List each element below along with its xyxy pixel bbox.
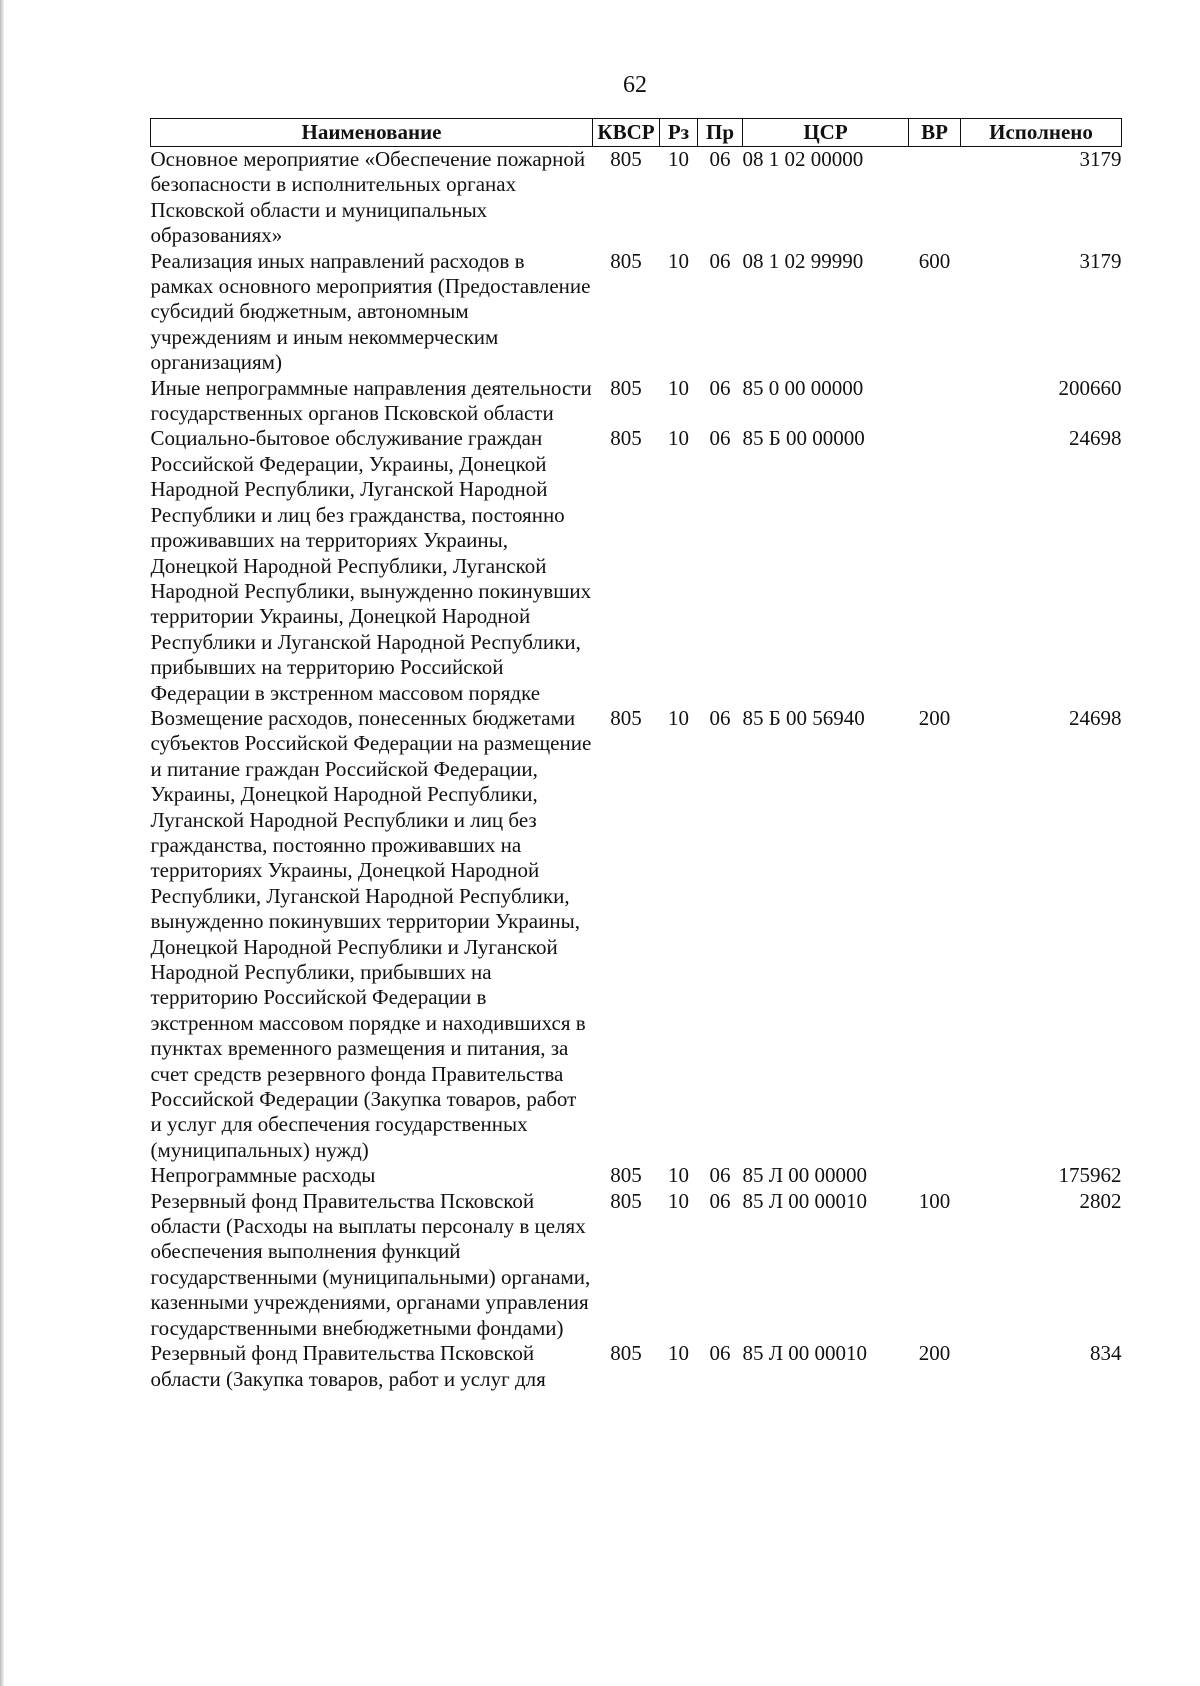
row-csr: 08 1 02 00000 bbox=[742, 147, 864, 171]
row-kvsr: 805 bbox=[610, 705, 642, 730]
table-row bbox=[151, 249, 1122, 376]
row-csr: 85 Л 00 00000 bbox=[742, 1163, 867, 1188]
row-pr: 06 bbox=[709, 147, 731, 171]
header-vr: ВР bbox=[909, 119, 961, 147]
page-number: 62 bbox=[623, 72, 647, 98]
row-name: Резервный фонд Правительства Псковской области (Расходы на выплаты персоналу в целях обеспечения выполнения функций государственными (муниципальными) органами, казенными учреждениями, органами управления государственными внебюджетными фондами) bbox=[150, 1188, 591, 1340]
row-name: Непрограммные расходы bbox=[150, 1163, 376, 1188]
row-rz: 10 bbox=[668, 705, 689, 730]
row-kvsr: 805 bbox=[610, 248, 642, 273]
row-pr: 06 bbox=[709, 1188, 731, 1213]
row-kvsr: 805 bbox=[610, 1188, 642, 1213]
row-rz: 10 bbox=[668, 1341, 689, 1366]
row-pr: 06 bbox=[709, 375, 731, 400]
row-amount: 175962 bbox=[1058, 1163, 1122, 1188]
row-name: Иные непрограммные направления деятельности государственных органов Псковской области bbox=[150, 375, 592, 426]
header-amount: Исполнено bbox=[961, 119, 1122, 147]
row-vr bbox=[909, 147, 961, 249]
row-kvsr: 805 bbox=[610, 375, 642, 400]
row-vr bbox=[909, 376, 961, 427]
table-row bbox=[151, 1163, 1122, 1188]
row-kvsr: 805 bbox=[610, 1163, 642, 1188]
row-rz: 10 bbox=[668, 147, 689, 171]
row-rz: 10 bbox=[668, 426, 689, 451]
header-kvsr: КВСР bbox=[593, 119, 660, 147]
row-pr: 06 bbox=[709, 248, 731, 273]
row-pr: 06 bbox=[709, 1163, 731, 1188]
row-amount: 24698 bbox=[1069, 705, 1122, 730]
row-amount: 3179 bbox=[1079, 248, 1122, 273]
row-csr: 85 Л 00 00010 bbox=[742, 1341, 867, 1366]
row-pr: 06 bbox=[709, 1341, 731, 1366]
row-name: Основное мероприятие «Обеспечение пожарной безопасности в исполнительных органах Псковской области и муниципальных образованиях» bbox=[150, 147, 586, 248]
row-pr: 06 bbox=[709, 705, 731, 730]
header-rz: Рз bbox=[660, 119, 698, 147]
row-name: Резервный фонд Правительства Псковской области (Закупка товаров, работ и услуг для bbox=[150, 1341, 546, 1391]
row-vr: 200 bbox=[918, 705, 951, 730]
table-row bbox=[151, 376, 1122, 427]
budget-table bbox=[150, 118, 1122, 1392]
table-row bbox=[151, 147, 1122, 249]
row-kvsr: 805 bbox=[610, 426, 642, 451]
row-csr: 85 Б 00 56940 bbox=[742, 705, 865, 730]
table-header-row bbox=[151, 119, 1122, 147]
row-vr bbox=[909, 426, 961, 705]
row-amount: 200660 bbox=[1058, 375, 1122, 400]
table-row bbox=[151, 1189, 1122, 1341]
row-amount: 24698 bbox=[1069, 426, 1122, 451]
row-csr: 08 1 02 99990 bbox=[742, 248, 864, 273]
header-name: Наименование bbox=[151, 119, 593, 147]
row-amount: 3179 bbox=[1079, 147, 1122, 171]
row-csr: 85 Б 00 00000 bbox=[742, 426, 865, 451]
row-pr: 06 bbox=[709, 426, 731, 451]
scan-edge bbox=[0, 0, 4, 1686]
row-name: Возмещение расходов, понесенных бюджетами субъектов Российской Федерации на размещение и питание граждан Российской Федерации, Украины, Донецкой Народной Республики, Луганской Народной Республики и лиц без гражданства, постоянно проживавших на территориях Украины, Донецкой Народной Республики, Луганской Народной Республики, вынужденно покинувших территории Украины, Донецкой Народной Республики и Луганской Народной Республики, прибывших на территорию Российской Федерации в экстренном массовом порядке и находившихся в пунктах временного размещения и питания, за счет средств резервного фонда Правительства Российской Федерации (Закупка товаров, работ и услуг для обеспечения государственных (муниципальных) нужд) bbox=[150, 705, 592, 1162]
table-row bbox=[151, 706, 1122, 1163]
row-vr: 100 bbox=[918, 1188, 951, 1213]
row-name: Реализация иных направлений расходов в рамках основного мероприятия (Предоставление субсидий бюджетным, автономным учреждениям и иным некоммерческим организациям) bbox=[150, 248, 591, 375]
row-rz: 10 bbox=[668, 375, 689, 400]
row-vr: 200 bbox=[918, 1341, 951, 1366]
row-csr: 85 0 00 00000 bbox=[742, 375, 864, 400]
row-rz: 10 bbox=[668, 248, 689, 273]
row-amount: 2802 bbox=[1079, 1188, 1122, 1213]
row-kvsr: 805 bbox=[610, 1341, 642, 1366]
row-amount: 834 bbox=[1090, 1341, 1122, 1366]
row-vr: 600 bbox=[918, 248, 951, 273]
row-vr bbox=[909, 1163, 961, 1188]
table-row bbox=[151, 1341, 1122, 1392]
header-pr: Пр bbox=[698, 119, 743, 147]
row-csr: 85 Л 00 00010 bbox=[742, 1188, 867, 1213]
row-name: Социально-бытовое обслуживание граждан Российской Федерации, Украины, Донецкой Народной Республики, Луганской Народной Республики и лиц без гражданства, постоянно проживавших на территориях Украины, Донецкой Народной Республики, Луганской Народной Республики, вынужденно покинувших территории Украины, Донецкой Народной Республики и Луганской Народной Республики, прибывших на территорию Российской Федерации в экстренном массовом порядке bbox=[150, 426, 592, 705]
row-rz: 10 bbox=[668, 1188, 689, 1213]
row-kvsr: 805 bbox=[610, 147, 642, 171]
header-csr: ЦСР bbox=[743, 119, 909, 147]
table-row bbox=[151, 426, 1122, 705]
row-rz: 10 bbox=[668, 1163, 689, 1188]
